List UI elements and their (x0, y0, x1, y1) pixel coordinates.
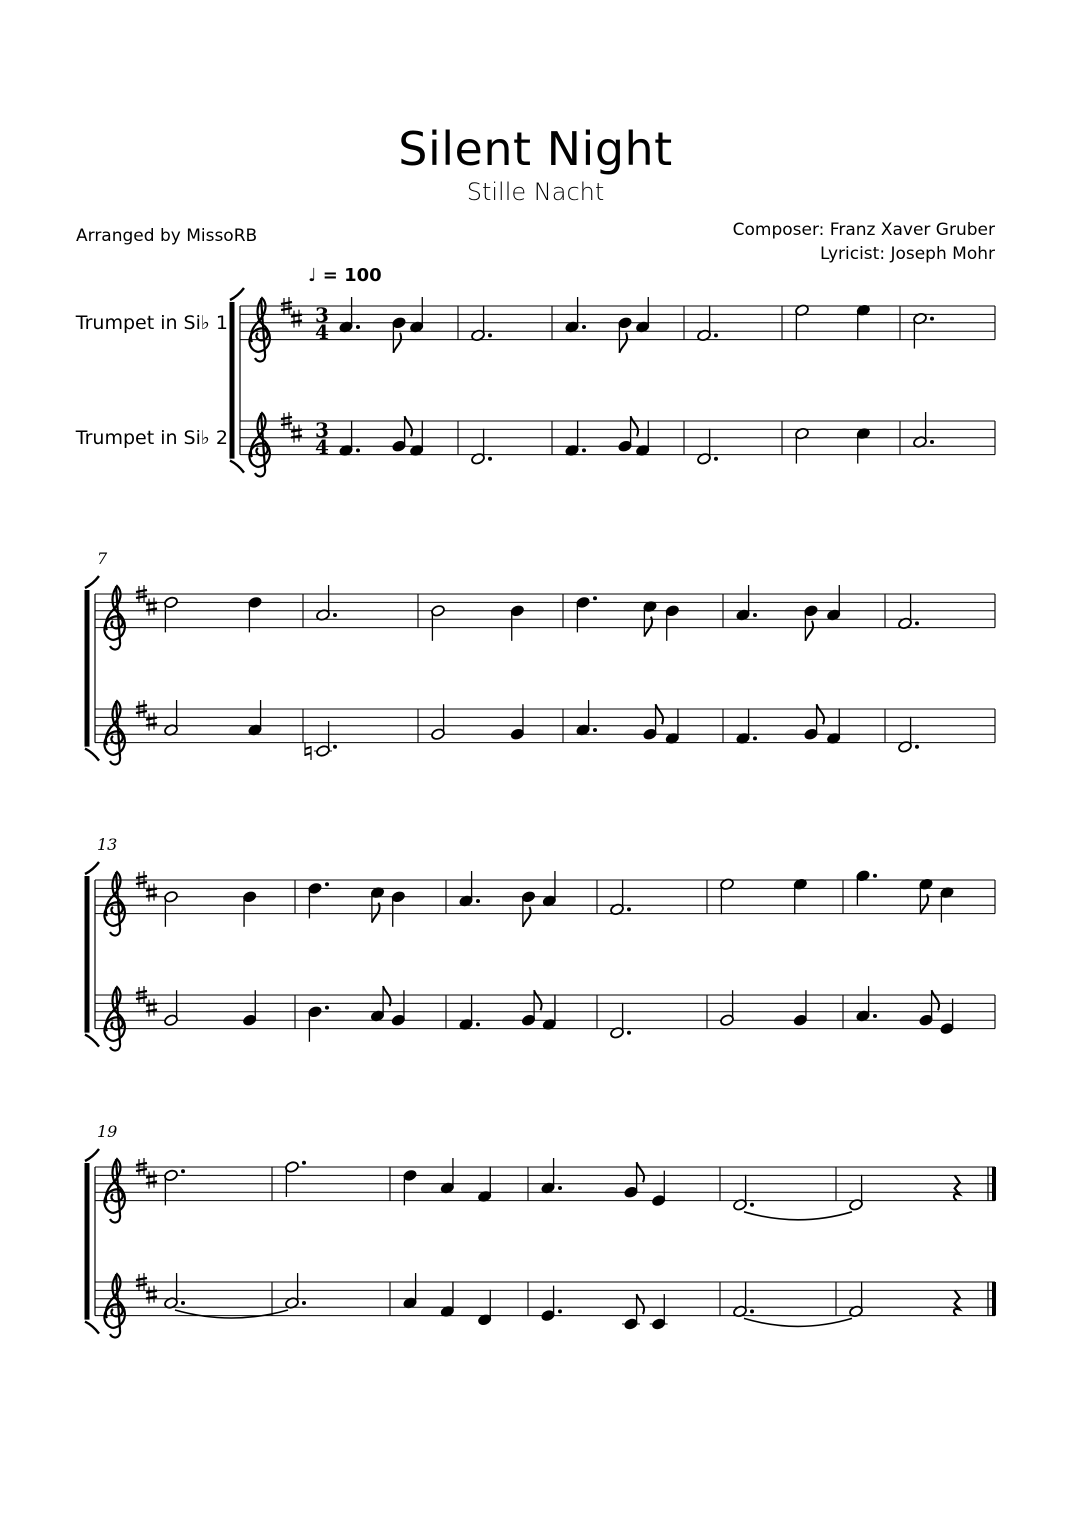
note (697, 429, 718, 465)
bracket-hook (85, 1322, 99, 1334)
note (308, 882, 329, 918)
treble-clef-icon (104, 1159, 124, 1222)
note (314, 721, 337, 757)
flag (619, 333, 627, 353)
bracket-hook (230, 288, 244, 300)
augmentation-dot (488, 333, 492, 337)
augmentation-dot (750, 1309, 754, 1313)
flag (637, 1162, 645, 1182)
note (339, 420, 360, 456)
augmentation-dot (325, 1006, 329, 1010)
time-signature-denominator: 4 (315, 435, 329, 459)
note (733, 1175, 754, 1211)
bracket-hook (85, 576, 99, 588)
note (339, 297, 360, 333)
measure-number: 7 (97, 549, 108, 568)
note (665, 604, 680, 640)
note (697, 305, 718, 341)
augmentation-dot (181, 1169, 185, 1173)
augmentation-dot (627, 907, 631, 911)
note (643, 600, 658, 636)
flag (534, 990, 542, 1010)
measure-number: 19 (97, 1122, 118, 1141)
page-subtitle: Stille Nacht (466, 178, 605, 206)
augmentation-dot (915, 621, 919, 625)
system-3 (97, 835, 117, 854)
note (856, 869, 877, 905)
note (521, 890, 536, 926)
flag (932, 990, 940, 1010)
augmentation-dot (302, 1161, 306, 1165)
note (164, 890, 179, 926)
note (610, 1003, 631, 1039)
note (477, 1166, 492, 1202)
lyricist-credit: Lyricist: Joseph Mohr (820, 244, 995, 264)
augmentation-dot (593, 596, 597, 600)
note (242, 990, 257, 1026)
tie (744, 1318, 852, 1326)
note (431, 704, 446, 740)
note (576, 700, 597, 736)
note (471, 305, 492, 341)
note (541, 1158, 562, 1194)
note (736, 708, 757, 744)
note (403, 1169, 418, 1205)
note (392, 316, 407, 352)
flag (637, 1294, 645, 1314)
note (565, 420, 586, 456)
note (542, 871, 557, 907)
augmentation-dot (582, 325, 586, 329)
augmentation-dot (356, 448, 360, 452)
note (248, 700, 263, 736)
note (403, 1273, 418, 1309)
sharp-icon (146, 999, 157, 1017)
tempo-value: = 100 (322, 265, 382, 286)
note (622, 1294, 644, 1330)
note (242, 890, 257, 926)
sharp-icon (146, 884, 157, 902)
note (308, 1005, 329, 1041)
note (898, 593, 919, 629)
note (635, 297, 650, 333)
tie (175, 1310, 288, 1318)
augmentation-dot (333, 613, 337, 617)
note (856, 304, 871, 340)
quarter-rest-icon (954, 1290, 960, 1315)
augmentation-dot (476, 899, 480, 903)
note (940, 886, 955, 922)
note (471, 429, 492, 465)
note (370, 886, 385, 922)
flag (817, 704, 825, 724)
augmentation-dot (488, 457, 492, 461)
flag (631, 416, 639, 436)
augmentation-dot (302, 1301, 306, 1305)
note (510, 604, 525, 640)
natural-icon (305, 742, 311, 760)
instrument-label-2: Trumpet in Si♭ 2 (75, 427, 228, 449)
sharp-icon (291, 310, 302, 328)
note (651, 1171, 666, 1207)
note (720, 990, 735, 1026)
note (856, 986, 877, 1022)
treble-clef-icon (104, 872, 124, 935)
note (826, 708, 841, 744)
note (919, 878, 934, 914)
composer-credit: Composer: Franz Xaver Gruber (732, 220, 995, 240)
note (477, 1290, 492, 1326)
page-title: Silent Night (398, 122, 673, 176)
note (913, 312, 934, 348)
augmentation-dot (714, 457, 718, 461)
bracket-hook (85, 1035, 99, 1047)
note (521, 990, 541, 1026)
sharp-icon (146, 1286, 157, 1304)
system-4 (97, 1122, 117, 1141)
augmentation-dot (714, 333, 718, 337)
flag (805, 621, 813, 641)
note (793, 878, 808, 914)
note (898, 717, 919, 753)
note (849, 1281, 864, 1317)
note (720, 878, 735, 914)
note (665, 708, 680, 744)
augmentation-dot (753, 736, 757, 740)
augmentation-dot (558, 1186, 562, 1190)
note (618, 416, 638, 452)
augmentation-dot (333, 745, 337, 749)
augmentation-dot (558, 1309, 562, 1313)
bracket-hook (230, 461, 244, 473)
augmentation-dot (873, 1014, 877, 1018)
bracket-hook (85, 862, 99, 874)
measure-number: 13 (97, 835, 118, 854)
quarter-note-icon: ♩ (308, 265, 317, 286)
bracket-hook (85, 1149, 99, 1161)
note (440, 1158, 455, 1194)
note (510, 704, 525, 740)
note (565, 297, 586, 333)
augmentation-dot (753, 613, 757, 617)
augmentation-dot (750, 1203, 754, 1207)
system-2 (97, 549, 108, 568)
augmentation-dot (325, 882, 329, 886)
note (370, 986, 390, 1022)
note (431, 604, 446, 640)
augmentation-dot (930, 317, 934, 321)
time-signature-numerator: 3 (315, 418, 329, 442)
treble-clef-icon (104, 1274, 124, 1337)
treble-clef-icon (104, 987, 124, 1050)
note (733, 1281, 754, 1317)
time-signature-denominator: 4 (315, 320, 329, 344)
note (618, 316, 633, 352)
note (164, 700, 179, 736)
augmentation-dot (181, 1301, 185, 1305)
note (919, 990, 939, 1026)
note (409, 297, 424, 333)
note (736, 585, 757, 621)
note (541, 1286, 562, 1322)
note (940, 999, 955, 1035)
note (643, 704, 663, 740)
note (459, 994, 480, 1030)
treble-clef-icon (104, 701, 124, 764)
note (804, 604, 819, 640)
note (392, 416, 412, 452)
note (459, 871, 480, 907)
note (164, 990, 179, 1026)
note (826, 585, 841, 621)
quarter-rest-icon (954, 1175, 960, 1200)
note (164, 596, 179, 632)
note (804, 704, 824, 740)
note (610, 879, 631, 915)
flag (393, 333, 401, 353)
time-signature-numerator: 3 (315, 303, 329, 327)
note (856, 427, 871, 463)
augmentation-dot (930, 440, 934, 444)
arranger-credit: Arranged by MissoRB (76, 226, 258, 246)
note (285, 1161, 306, 1197)
augmentation-dot (356, 325, 360, 329)
treble-clef-icon (249, 413, 269, 476)
note (316, 585, 337, 621)
note (624, 1162, 644, 1198)
note (650, 1294, 668, 1330)
note (164, 1169, 185, 1205)
augmentation-dot (476, 1022, 480, 1026)
treble-clef-icon (249, 298, 269, 361)
instrument-label-1: Trumpet in Si♭ 1 (75, 312, 228, 334)
flag (405, 416, 413, 436)
sharp-icon (146, 598, 157, 616)
note (248, 596, 263, 632)
note (542, 994, 557, 1030)
augmentation-dot (627, 1031, 631, 1035)
note (576, 596, 597, 632)
sharp-icon (146, 1171, 157, 1189)
augmentation-dot (873, 874, 877, 878)
augmentation-dot (593, 728, 597, 732)
note (849, 1175, 864, 1211)
tie (744, 1212, 852, 1220)
note (913, 412, 934, 448)
note (285, 1273, 306, 1309)
sharp-icon (146, 713, 157, 731)
note (793, 990, 808, 1026)
note (391, 890, 406, 926)
flag (656, 704, 664, 724)
note (795, 427, 810, 463)
note (164, 1273, 185, 1309)
note (440, 1281, 455, 1317)
bracket-hook (85, 749, 99, 761)
augmentation-dot (915, 745, 919, 749)
treble-clef-icon (104, 586, 124, 649)
sharp-icon (291, 425, 302, 443)
flag (523, 907, 531, 927)
note (391, 990, 406, 1026)
augmentation-dot (582, 448, 586, 452)
note (795, 304, 810, 340)
